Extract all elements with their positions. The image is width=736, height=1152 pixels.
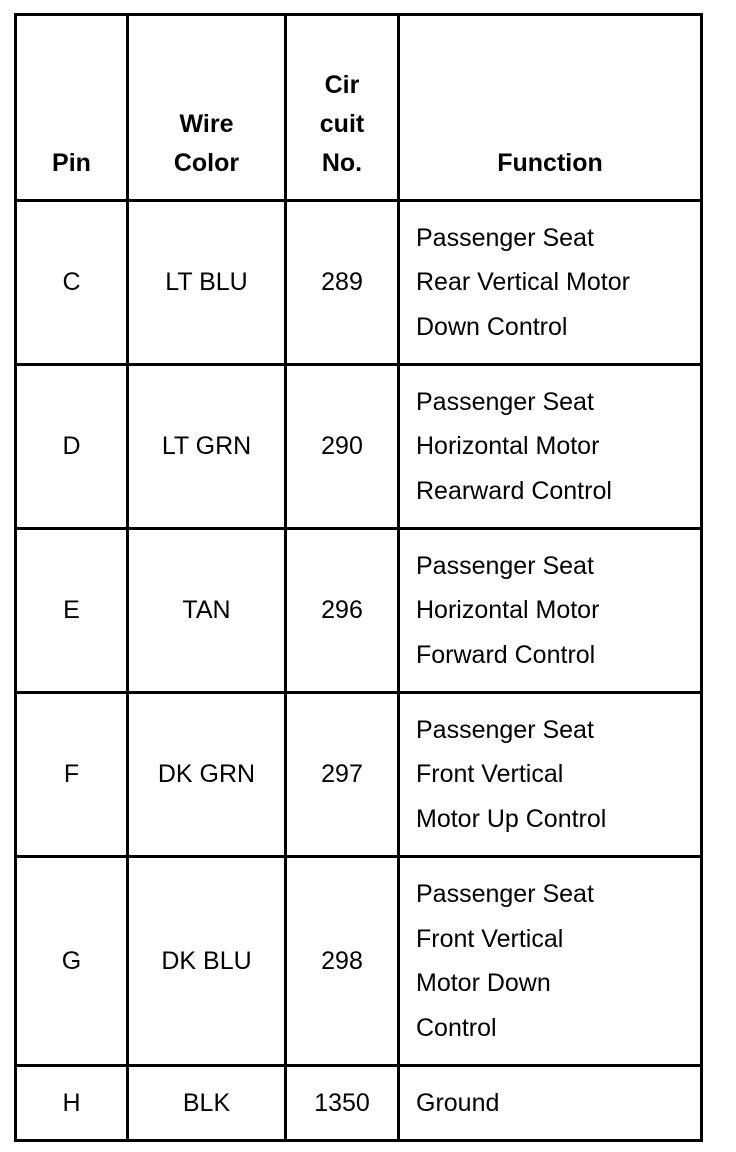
function-cell: Passenger Seat Front Vertical Motor Down Control (399, 857, 702, 1066)
circuit-no-cell: 297 (286, 693, 399, 857)
header-function: Function (399, 15, 702, 201)
header-pin: Pin (16, 15, 128, 201)
function-cell: Passenger Seat Horizontal Motor Rearward Control (399, 365, 702, 529)
header-row (16, 15, 702, 201)
pin-cell: G (16, 857, 128, 1066)
pin-cell: H (16, 1066, 128, 1141)
wire-color-cell: BLK (128, 1066, 286, 1141)
pin-cell: C (16, 201, 128, 365)
pin-cell: D (16, 365, 128, 529)
wire-color-cell: LT BLU (128, 201, 286, 365)
wire-color-cell: DK GRN (128, 693, 286, 857)
wire-color-cell: LT GRN (128, 365, 286, 529)
function-cell: Ground (399, 1066, 702, 1141)
function-cell: Passenger Seat Front Vertical Motor Up Control (399, 693, 702, 857)
header-circuit-no: Cir cuit No. (286, 15, 399, 201)
table-row (16, 693, 702, 857)
circuit-no-cell: 296 (286, 529, 399, 693)
table-row (16, 529, 702, 693)
function-cell: Passenger Seat Rear Vertical Motor Down Control (399, 201, 702, 365)
wire-color-cell: TAN (128, 529, 286, 693)
table-row (16, 1066, 702, 1141)
table-row (16, 857, 702, 1066)
wire-color-cell: DK BLU (128, 857, 286, 1066)
circuit-no-cell: 1350 (286, 1066, 399, 1141)
table-row (16, 365, 702, 529)
circuit-no-cell: 289 (286, 201, 399, 365)
header-wire-color: Wire Color (128, 15, 286, 201)
pin-cell: F (16, 693, 128, 857)
circuit-no-cell: 298 (286, 857, 399, 1066)
function-cell: Passenger Seat Horizontal Motor Forward Control (399, 529, 702, 693)
circuit-no-cell: 290 (286, 365, 399, 529)
table-row (16, 201, 702, 365)
wiring-pinout-table (14, 13, 703, 1142)
pin-cell: E (16, 529, 128, 693)
